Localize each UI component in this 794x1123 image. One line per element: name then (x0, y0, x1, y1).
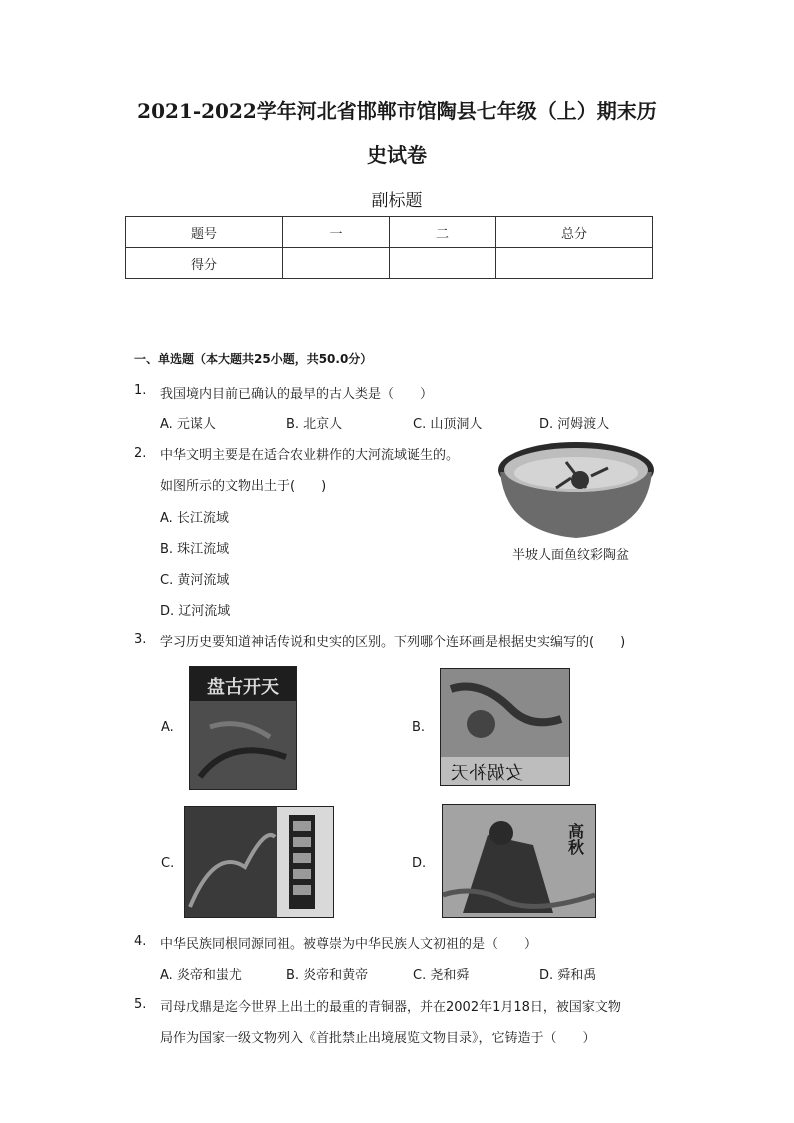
section-heading: 一、单选题（本大题共25小题，共50.0分） (134, 352, 373, 366)
question-stem: 我国境内目前已确认的最早的古人类是（ ） (160, 387, 434, 402)
question-stem: 学习历史要知道神话传说和史实的区别。下列哪个连环画是根据史实编写的( ) (160, 635, 626, 650)
comic-title: 女娲补天 (451, 763, 523, 784)
score-cell: 题号 (126, 217, 283, 248)
option-b: B. 珠江流域 (160, 542, 230, 557)
question-number: 4. (134, 934, 147, 949)
image-caption: 半坡人面鱼纹彩陶盆 (512, 548, 630, 563)
exam-subtitle: 副标题 (371, 191, 423, 211)
option-d: D. 辽河流域 (160, 604, 231, 619)
score-table (125, 216, 653, 279)
question-stem: 中华文明主要是在适合农业耕作的大河流域诞生的。 (160, 448, 460, 463)
score-cell: 总分 (496, 217, 653, 248)
exam-title-line1: 2021-2022学年河北省邯郸市馆陶县七年级（上）期末历 (137, 99, 657, 123)
option-b-label: B. (412, 720, 426, 735)
option-a: A. 炎帝和蚩尤 (160, 968, 242, 983)
option-d-label: D. (412, 856, 427, 871)
option-d: D. 舜和禹 (539, 968, 597, 983)
score-cell: 得分 (126, 248, 283, 279)
score-cell (390, 248, 496, 279)
score-table-header-row (126, 217, 653, 248)
question-stem: 中华民族同根同源同祖。被尊崇为中华民族人文初祖的是（ ） (160, 937, 538, 952)
score-cell: 一 (283, 217, 390, 248)
question-stem: 司母戊鼎是迄今世界上出土的最重的青铜器，并在2002年1月18日，被国家文物 (160, 1000, 621, 1015)
option-c: C. 山顶洞人 (413, 417, 483, 432)
score-table-score-row (126, 248, 653, 279)
score-cell (283, 248, 390, 279)
option-c: C. 尧和舜 (413, 968, 470, 983)
pottery-basin-drawing (496, 440, 656, 540)
exam-title-line2: 史试卷 (367, 143, 427, 167)
comic-title: 高秋 (565, 823, 585, 855)
comic-image-a (189, 666, 297, 790)
score-cell (496, 248, 653, 279)
option-a-label: A. (161, 720, 174, 735)
pottery-basin-image (496, 440, 656, 540)
question-number: 2. (134, 446, 147, 461)
comic-title: 盘古开天 (207, 677, 279, 698)
comic-image-d (442, 804, 596, 918)
question-number: 1. (134, 383, 147, 398)
comic-image-c (184, 806, 334, 918)
question-stem: 局作为国家一级文物列入《首批禁止出境展览文物目录》，它铸造于（ ） (160, 1031, 596, 1046)
option-d: D. 河姆渡人 (539, 417, 610, 432)
option-b: B. 北京人 (286, 417, 343, 432)
question-stem: 如图所示的文物出土于( ) (160, 479, 327, 494)
option-b: B. 炎帝和黄帝 (286, 968, 369, 983)
option-a: A. 长江流域 (160, 511, 229, 526)
score-cell: 二 (390, 217, 496, 248)
option-c-label: C. (161, 856, 175, 871)
comic-image-b (440, 668, 570, 786)
question-number: 5. (134, 997, 147, 1012)
question-number: 3. (134, 632, 147, 647)
option-c: C. 黄河流域 (160, 573, 230, 588)
option-a: A. 元谋人 (160, 417, 216, 432)
